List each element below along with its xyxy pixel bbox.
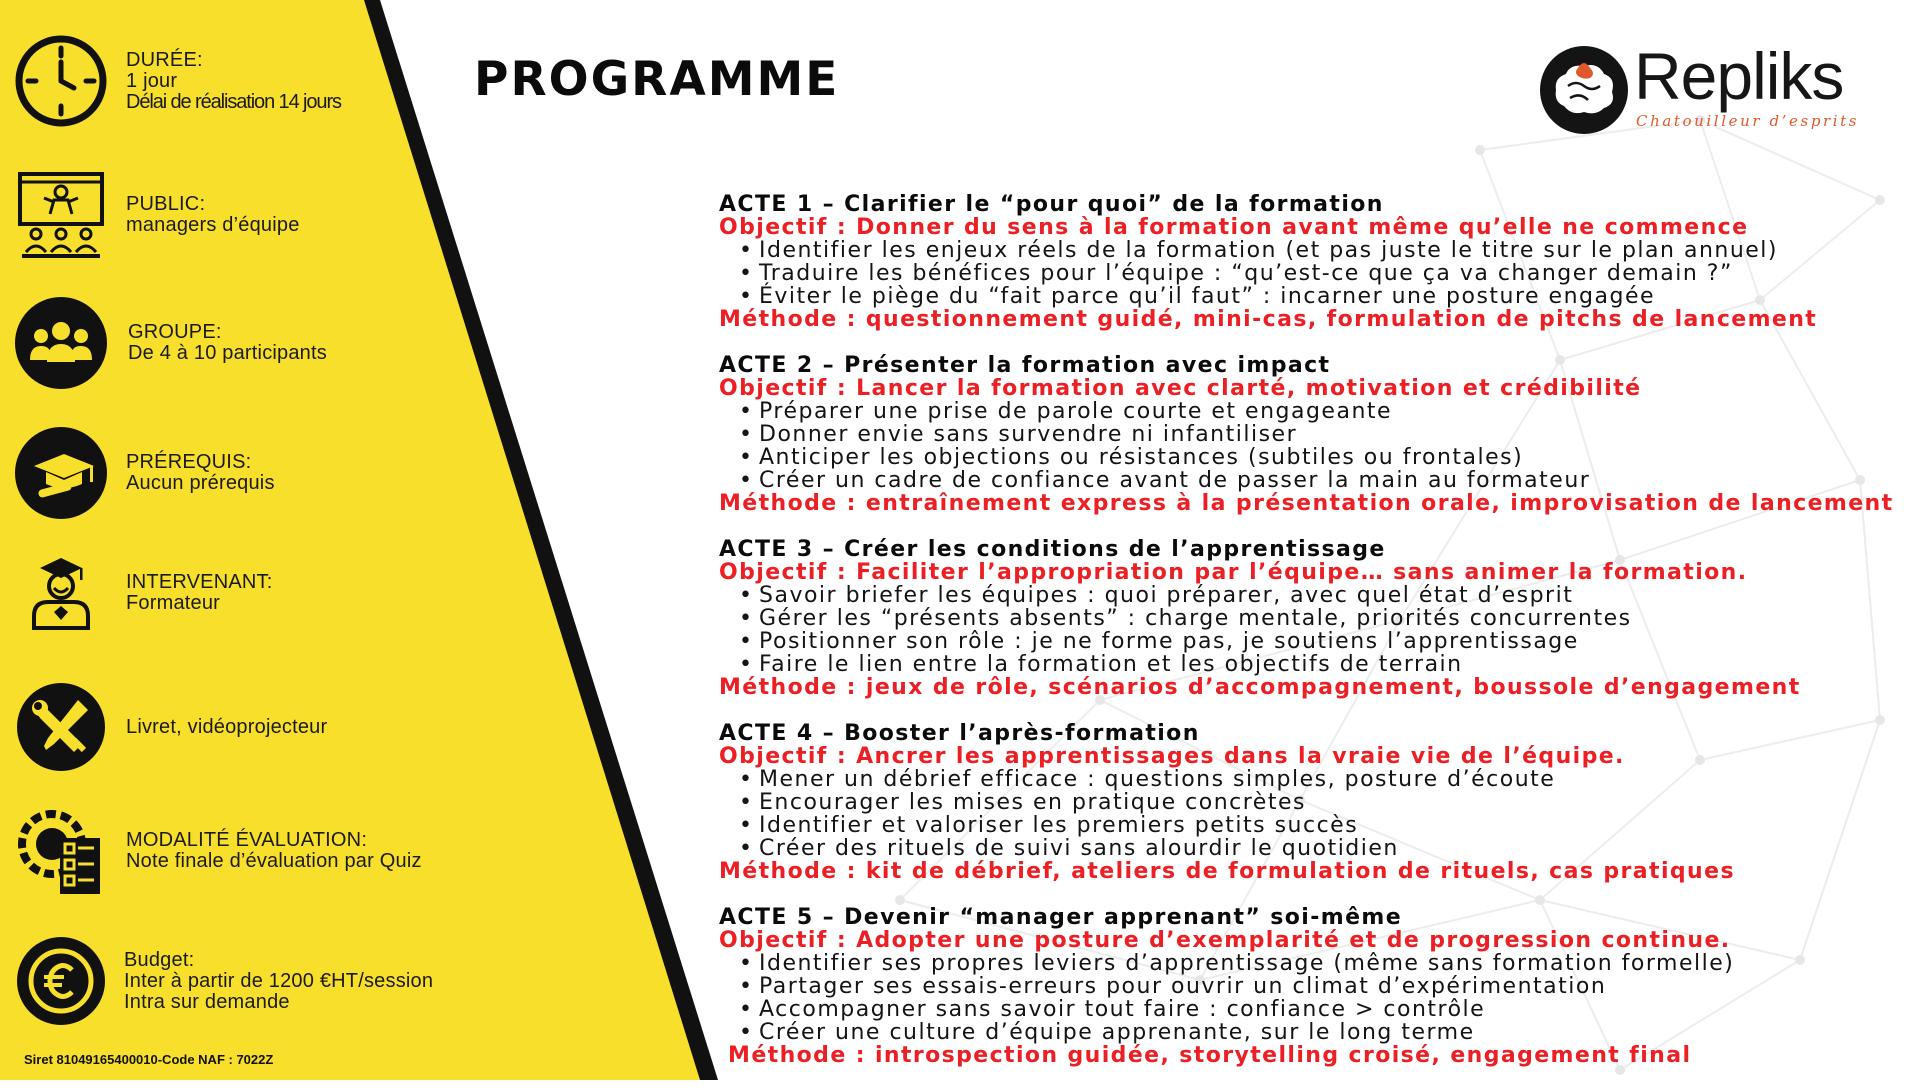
groupe-value: De 4 à 10 participants (128, 342, 327, 364)
intervenant-value: Formateur (126, 592, 221, 614)
list-item: • Positionner son rôle : je ne forme pas, je soutiens l’apprentissage (759, 630, 1909, 653)
evaluation-value: Note finale d’évaluation par Quiz (126, 850, 422, 872)
sidebar-item-materiel (14, 680, 327, 774)
acte-title: ACTE 2 – Présenter la formation avec impact (719, 353, 1331, 378)
intervenant-label: INTERVENANT: (126, 571, 273, 593)
logo (1540, 39, 1870, 138)
budget-intra: Intra sur demande (124, 990, 290, 1013)
group-icon (14, 296, 108, 390)
sidebar-item-intervenant (14, 546, 273, 640)
siret-footer: Siret 81049165400010-Code NAF : 7022Z (24, 1052, 274, 1067)
public-value: managers d’équipe (126, 214, 300, 236)
acte-methode: Méthode : entraînement express à la présentation orale, improvisation de lancement (719, 491, 1894, 516)
list-item: • Préparer une prise de parole courte et engageante (759, 400, 1909, 423)
acte-objectif: Objectif : Donner du sens à la formation avant même qu’elle ne commence (719, 215, 1749, 240)
tools-icon (14, 680, 108, 774)
brain-logo-icon (1540, 46, 1628, 134)
prerequis-label: PRÉREQUIS: (126, 451, 252, 473)
acte-title: ACTE 3 – Créer les conditions de l’apprentissage (719, 537, 1386, 562)
acte-5 (719, 906, 1909, 1067)
list-item: • Identifier et valoriser les premiers petits succès (759, 814, 1909, 837)
evaluation-checklist-icon (14, 804, 108, 898)
list-item: • Gérer les “présents absents” : charge mentale, priorités concurrentes (759, 607, 1909, 630)
budget-label: Budget: (124, 948, 195, 971)
acte-bullets (719, 584, 1909, 676)
acte-1 (719, 193, 1909, 331)
acte-methode: Méthode : questionnement guidé, mini-cas, formulation de pitchs de lancement (719, 307, 1818, 332)
duree-label: DURÉE: (126, 48, 203, 71)
list-item: • Accompagner sans savoir tout faire : confiance > contrôle (759, 998, 1909, 1021)
sidebar-item-evaluation (14, 804, 422, 898)
list-item: • Traduire les bénéfices pour l’équipe : “qu’est-ce que ça va changer demain ?” (759, 262, 1909, 285)
acte-bullets (719, 952, 1909, 1044)
graduate-teacher-icon (14, 546, 108, 640)
acte-3 (719, 538, 1909, 699)
list-item: • Identifier ses propres leviers d’apprentissage (même sans formation formelle) (759, 952, 1909, 975)
acte-objectif: Objectif : Ancrer les apprentissages dans la vraie vie de l’équipe. (719, 744, 1625, 769)
acte-methode: Méthode : jeux de rôle, scénarios d’accompagnement, boussole d’engagement (719, 675, 1801, 700)
logo-name: Repliks (1634, 39, 1844, 113)
logo-tagline: Chatouilleur d’esprits (1636, 112, 1860, 130)
duree-value: 1 jour (126, 69, 178, 92)
budget-inter: Inter à partir de 1200 €HT/session (124, 969, 434, 992)
euro-icon (14, 934, 108, 1028)
sidebar-item-prerequis (14, 426, 275, 520)
groupe-label: GROUPE: (128, 321, 222, 343)
page-title: PROGRAMME (474, 52, 840, 107)
sidebar-item-duree (14, 34, 341, 128)
list-item: • Créer un cadre de confiance avant de passer la main au formateur (759, 469, 1909, 492)
sidebar-item-groupe (14, 296, 327, 390)
acte-methode: Méthode : kit de débrief, ateliers de formulation de rituels, cas pratiques (719, 859, 1735, 884)
acte-objectif: Objectif : Adopter une posture d’exemplarité et de progression continue. (719, 928, 1731, 953)
clock-icon (14, 34, 108, 128)
acte-objectif: Objectif : Faciliter l’appropriation par l’équipe… sans animer la formation. (719, 560, 1748, 585)
acte-4 (719, 722, 1909, 883)
acte-objectif: Objectif : Lancer la formation avec clarté, motivation et crédibilité (719, 376, 1642, 401)
graduation-cap-diploma-icon (14, 426, 108, 520)
programme-content (719, 193, 1909, 1090)
acte-methode: Méthode : introspection guidée, storytelling croisé, engagement final (719, 1043, 1692, 1068)
materiel-value: Livret, vidéoprojecteur (126, 715, 328, 738)
list-item: • Mener un débrief efficace : questions simples, posture d’écoute (759, 768, 1909, 791)
acte-bullets (719, 239, 1909, 308)
list-item: • Donner envie sans survendre ni infantiliser (759, 423, 1909, 446)
prerequis-value: Aucun prérequis (126, 472, 275, 494)
public-label: PUBLIC: (126, 193, 206, 215)
list-item: • Partager ses essais-erreurs pour ouvrir un climat d’expérimentation (759, 975, 1909, 998)
sidebar-item-public (14, 168, 300, 262)
list-item: • Anticiper les objections ou résistances (subtiles ou frontales) (759, 446, 1909, 469)
acte-bullets (719, 400, 1909, 492)
duree-delai: Délai de réalisation 14 jours (126, 90, 341, 113)
evaluation-label: MODALITÉ ÉVALUATION: (126, 829, 368, 851)
list-item: • Encourager les mises en pratique concrètes (759, 791, 1909, 814)
list-item: • Créer des rituels de suivi sans alourdir le quotidien (759, 837, 1909, 860)
list-item: • Faire le lien entre la formation et les objectifs de terrain (759, 653, 1909, 676)
acte-title: ACTE 5 – Devenir “manager apprenant” soi-même (719, 905, 1403, 930)
list-item: • Identifier les enjeux réels de la formation (et pas juste le titre sur le plan annuel) (759, 239, 1909, 262)
list-item: • Éviter le piège du “fait parce qu’il faut” : incarner une posture engagée (759, 285, 1909, 308)
presentation-audience-icon (14, 168, 108, 262)
acte-2 (719, 354, 1909, 515)
acte-bullets (719, 768, 1909, 860)
list-item: • Savoir briefer les équipes : quoi préparer, avec quel état d’esprit (759, 584, 1909, 607)
list-item: • Créer une culture d’équipe apprenante, sur le long terme (759, 1021, 1909, 1044)
acte-title: ACTE 1 – Clarifier le “pour quoi” de la formation (719, 192, 1384, 217)
sidebar-item-budget (14, 934, 433, 1028)
acte-title: ACTE 4 – Booster l’après-formation (719, 721, 1200, 746)
